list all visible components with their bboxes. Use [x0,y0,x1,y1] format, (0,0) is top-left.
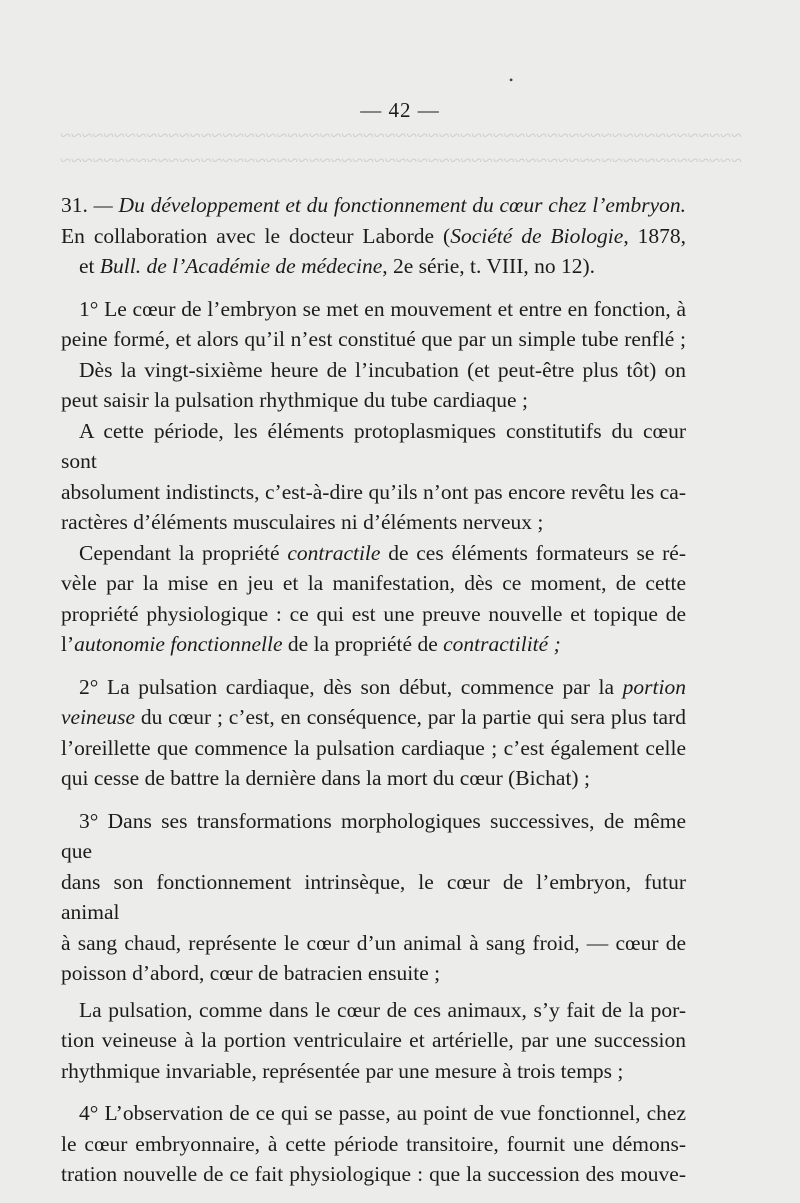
body-text [61,190,686,1190]
page-number: — 42 — [360,98,440,122]
entry-title-text: — Du développement et du fonctionnement du cœur chez l’embryon. [93,193,686,217]
bleed-through-text: ~~~~~~~~~~~~~~~~~~~~~~~~~~~~~~~~~~~~~~~~~~~~~~~~~~~~~~~~~~~~~~~ [60,150,742,172]
bleed-through-text: ~~~~~~~~~~~~~~~~~~~~~~~~~~~~~~~~~~~~~~~~~~~~~~~~~~~~~~~~~~~~~~~ [60,125,742,147]
paragraph-4: 4° L’observation de ce qui se passe, au point de vue fonctionnel, chez le cœur embryonnaire, à cette période transitoire, fournit une démons- tration nouvelle de ce fait physiologique : que la succession des mouve- [61,1101,686,1186]
entry-collab: En collaboration avec le docteur Laborde (Société de Biologie, 1878, [61,223,687,248]
paragraph-3: 3° Dans ses transformations morphologiques successives, de même que dans son fonctionnement intrinsèque, le cœur de l’embryon, futur animal à sang chaud, représente le cœur d’un animal à sang froid, — cœur de poisson d’abord, cœur de batracien ensuite ; La pulsation, comme dans le cœur de ces animaux, s’y fait de la por- tion veineuse à la portion ventriculaire et artérielle, par une succession rhythmique invariable, représentée par une mesure à trois temps ; [61,808,686,1083]
entry-title [61,190,686,221]
entry-ref: et Bull. de l’Académie de médecine, 2e série, t. VIII, no 12). [79,254,596,278]
paragraph-2: 2° La pulsation cardiaque, dès son début, commence par la portion veineuse du cœur ; c’est, en conséquence, par la partie qui sera plus tard l’oreillette que commence la pulsation cardiaque ; c’est également celle qui cesse de battre la dernière dans la mort du cœur (Bichat) ; [61,674,686,790]
ink-speck: • [509,73,514,87]
entry-number: 31. [61,193,88,217]
paragraph-1: 1° Le cœur de l’embryon se met en mouvement et entre en fonction, à peine formé, et alors qu’il n’est constitué que par un simple tube renflé ; Dès la vingt-sixième heure de l’incubation (et peut-être plus tôt) on peut saisir la pulsation rhythmique du tube cardiaque ; A cette période, les éléments protoplasmiques constitutifs du cœur sont absolument indistincts, c’est-à-dire qu’ils n’ont pas encore revêtu les ca- ractères d’éléments musculaires ni d’éléments nerveux ; Cependant la propriété contractile de ces éléments formateurs se ré- vèle par la mise en jeu et la manifestation, dès ce moment, de cette propriété physiologique : ce qui est une preuve nouvelle et topique de l’autonomie fonctionnelle de la propriété de contractilité ; [61,296,687,656]
